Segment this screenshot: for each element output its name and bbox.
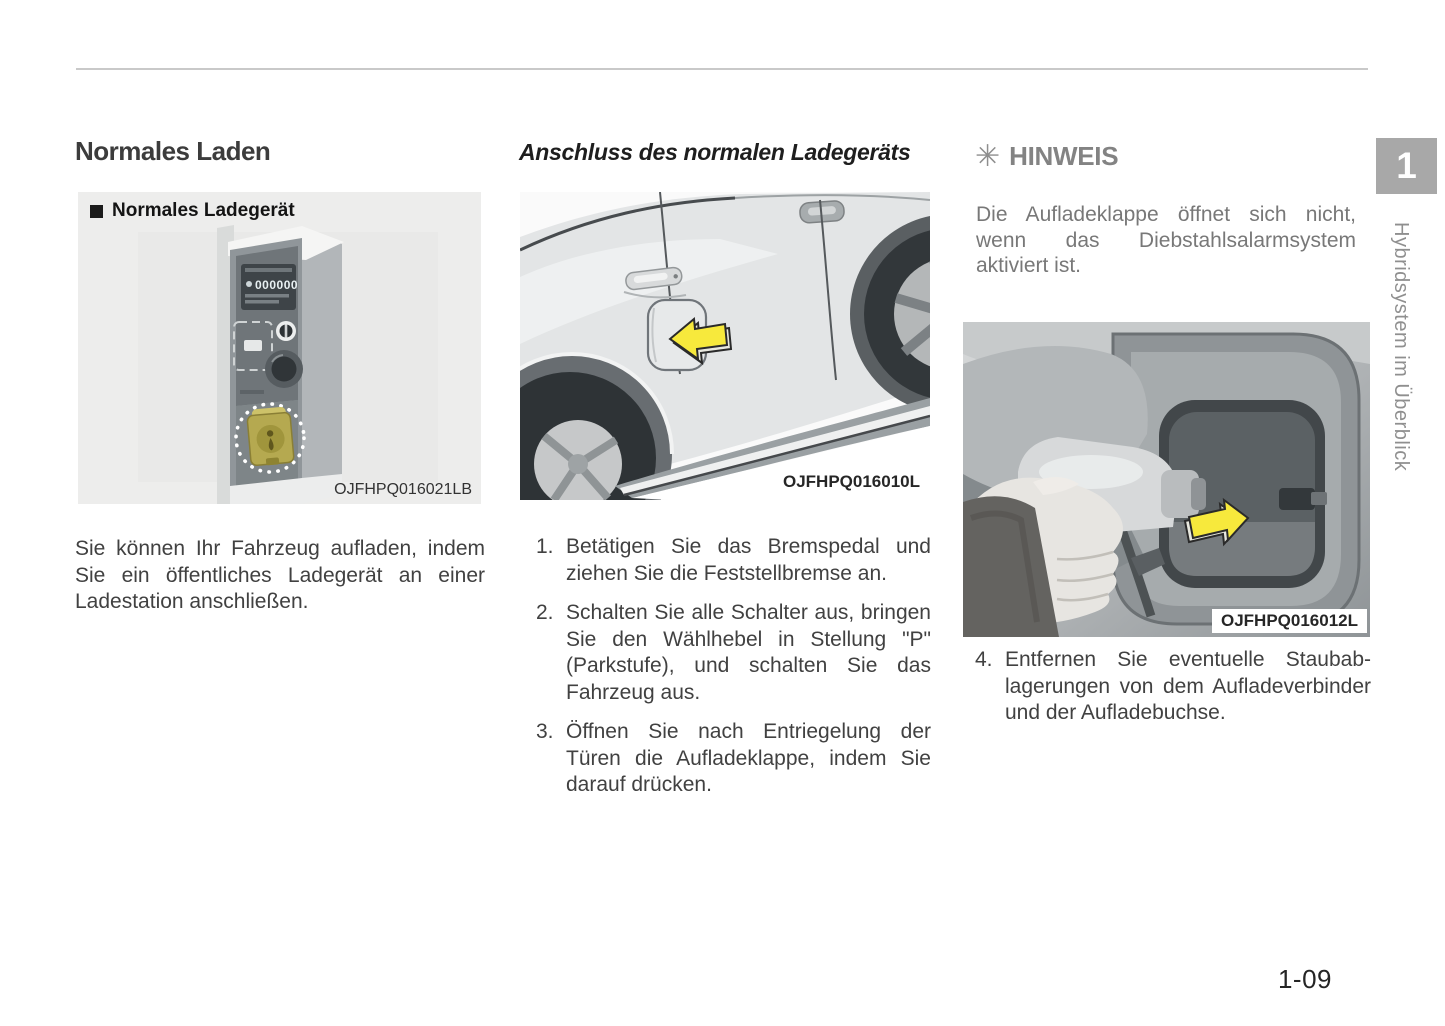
step-2	[536, 600, 931, 706]
step-text: Entfernen Sie eventuelle Staubablagerungen von dem Aufladeverbinder und der Aufladebuchse.	[1005, 648, 1371, 724]
section-heading-normales-laden: Normales Laden	[75, 136, 271, 166]
figure-charging-port	[963, 322, 1370, 637]
notice-paragraph: Die Aufladeklappe öffnet sich nicht, wenn das Diebstahlsalarmsystem aktiviert ist.	[976, 203, 1356, 277]
figure-code: OJFHPQ016010L	[782, 472, 920, 491]
instruction-steps	[536, 534, 931, 812]
charging-station-illustration	[78, 192, 481, 504]
figure-car-side	[520, 192, 930, 500]
step-text: Schalten Sie alle Schalter aus, bringen Sie den Wählhebel in Stellung "P" (Parkstufe), und schalten Sie das Fahrzeug aus.	[566, 601, 931, 704]
instruction-steps	[975, 647, 1371, 740]
chapter-vertical-label: Hybridsystem im Überblick	[1390, 222, 1412, 472]
square-bullet-icon	[90, 205, 103, 218]
car-side-illustration	[520, 192, 930, 500]
chapter-tab: 1	[1376, 138, 1437, 194]
step-number: 2.	[536, 601, 554, 624]
top-rule	[76, 68, 1368, 70]
charging-port-illustration	[963, 322, 1370, 637]
figure-code: OJFHPQ016021LB	[334, 481, 472, 498]
figure-label	[90, 200, 295, 222]
step-4	[975, 647, 1371, 727]
asterisk-icon: ✳	[975, 139, 1001, 173]
display-digits: 000000	[255, 278, 299, 292]
figure-code: OJFHPQ016012L	[1212, 609, 1367, 633]
page-number: 1-09	[1277, 964, 1332, 994]
step-text: Öffnen Sie nach Entriegelung der Türen die Aufladeklappe, indem Sie darauf drücken.	[566, 720, 931, 796]
step-number: 1.	[536, 535, 554, 558]
notice-title: HINWEIS	[1009, 141, 1119, 171]
section-heading-anschluss: Anschluss des normalen Ladegeräts	[519, 139, 911, 165]
step-1	[536, 534, 931, 587]
left-paragraph: Sie können Ihr Fahrzeug aufladen, indem Sie ein öffentliches Ladegerät an einer Ladestation anschließen.	[75, 537, 485, 613]
figure-label-text: Normales Ladegerät	[112, 200, 295, 221]
step-3	[536, 719, 931, 799]
step-text: Betätigen Sie das Bremspedal und ziehen Sie die Feststellbremse an.	[566, 535, 931, 585]
step-number: 4.	[975, 648, 993, 671]
notice-heading	[975, 141, 1118, 172]
figure-charging-station	[78, 192, 481, 504]
step-number: 3.	[536, 720, 554, 743]
